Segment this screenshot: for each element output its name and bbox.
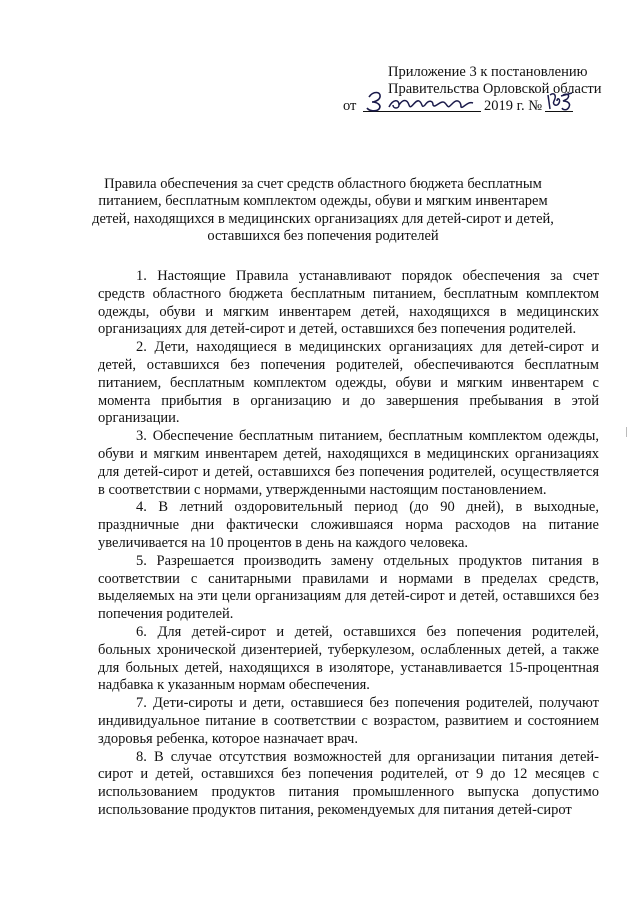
document-title: Правила обеспечения за счет средств областного бюджета бесплатным питанием, бесплатным комплектом одежды, обуви и мягким инвентарем детей, находящихся в медицинских организациях для детей-сирот и детей, оставшихся без попечения родителей — [92, 176, 554, 244]
document-body — [98, 268, 599, 820]
paragraph-3: 3. Обеспечение бесплатным питанием, бесплатным комплектом одежды, обуви и мягким инвентарем детей, находящихся в медицинских организациях для детей-сирот и детей, оставшихся без попечения родителей, осуществляется в соответствии с нормами, утвержденными настоящим постановлением. — [98, 428, 599, 498]
handwritten-date-signature — [363, 89, 481, 113]
appendix-line-1: Приложение 3 к постановлению — [388, 64, 588, 80]
scan-artifact — [626, 427, 627, 437]
paragraph-1: 1. Настоящие Правила устанавливают порядок обеспечения за счет средств областного бюджета бесплатным питанием, бесплатным комплектом одежды, обуви и мягким инвентарем детей, находящихся в медицинских организациях для детей-сирот и детей, оставшихся без попечения родителей. — [98, 268, 599, 338]
appendix-line-2: Правительства Орловской области — [388, 80, 602, 97]
appendix-date-line — [343, 97, 603, 115]
paragraph-5: 5. Разрешается производить замену отдельных продуктов питания в соответствии с санитарными правилами и нормами в пределах средств, выделяемых на эти цели организациям для детей-сирот и детей, оставшихся без попечения родителей. — [98, 552, 599, 623]
paragraph-4: 4. В летний оздоровительный период (до 90 дней), в выходные, праздничные дни фактически сложившаяся норма расходов на питание увеличивается на 10 процентов в день на каждого человека. — [98, 499, 599, 551]
from-label: от — [343, 98, 357, 114]
year-label: 2019 г. № — [484, 98, 543, 114]
handwritten-date — [363, 97, 481, 112]
handwritten-number — [545, 97, 573, 112]
paragraph-8: 8. В случае отсутствия возможностей для организации питания детей-сирот и детей, оставшихся без попечения родителей, от 9 до 12 месяцев с использованием продуктов питания промышленного выпуска допустимо использование продуктов питания, рекомендуемых для питания детей-сирот — [98, 748, 599, 818]
paragraph-6: 6. Для детей-сирот и детей, оставшихся без попечения родителей, больных хронической дизентерией, туберкулезом, ослабленных детей, а также для больных детей, находящихся в изоляторе, устанавливается 15-процентная надбавка к указанным нормам обеспечения. — [98, 623, 599, 694]
appendix-header — [343, 64, 603, 115]
handwritten-number-signature — [545, 89, 575, 113]
paragraph-7: 7. Дети-сироты и дети, оставшиеся без попечения родителей, получают индивидуальное питание в соответствии с возрастом, развитием и состоянием здоровья ребенка, которое назначает врач. — [98, 695, 599, 747]
paragraph-2: 2. Дети, находящиеся в медицинских организациях для детей-сирот и детей, оставшихся без попечения родителей, обеспечиваются бесплатным питанием, бесплатным комплектом одежды, обуви и мягким инвентарем с момента прибытия в организацию и до завершения пребывания в этой организации. — [98, 339, 599, 427]
